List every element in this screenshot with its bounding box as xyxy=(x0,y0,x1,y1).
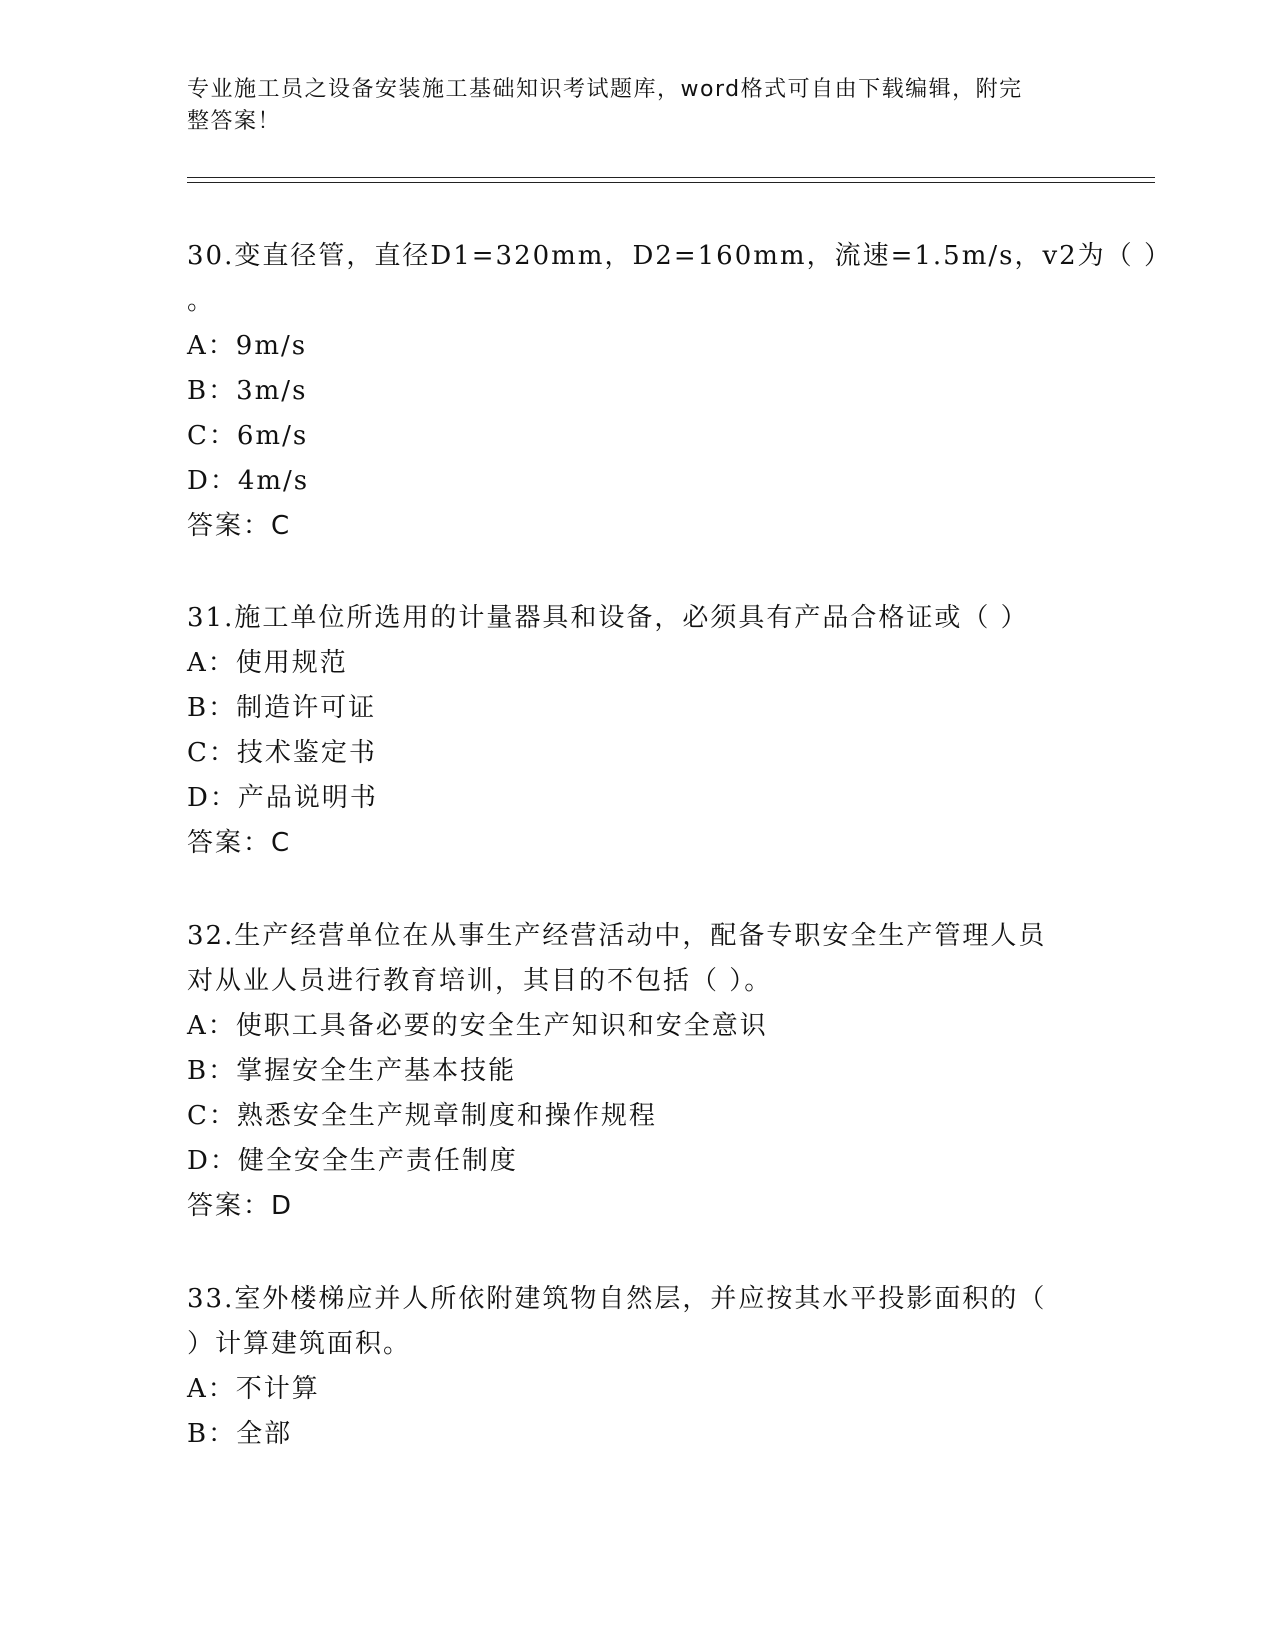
question-stem: 30.变直径管，直径D1=320mm，D2=160mm，流速=1.5m/s，v2为（ ） xyxy=(187,241,1172,271)
option-d: D：健全安全生产责任制度 xyxy=(187,1146,518,1176)
question-stem: 31.施工单位所选用的计量器具和设备，必须具有产品合格证或（ ） xyxy=(187,603,1029,633)
answer-label: 答案：C xyxy=(187,828,292,858)
option-c: C：熟悉安全生产规章制度和操作规程 xyxy=(187,1101,657,1131)
option-c: C：6m/s xyxy=(187,421,309,451)
question-stem-continued: ）计算建筑面积。 xyxy=(187,1329,412,1359)
option-c: C：技术鉴定书 xyxy=(187,738,377,768)
option-d: D：4m/s xyxy=(187,466,310,496)
option-b: B：全部 xyxy=(187,1419,293,1449)
question-stem: 33.室外楼梯应并人所依附建筑物自然层，并应按其水平投影面积的（ xyxy=(187,1284,1047,1314)
header-line-1: 专业施工员之设备安装施工基础知识考试题库，word格式可自由下载编辑，附完 xyxy=(187,77,1023,102)
question-31 xyxy=(187,596,1087,866)
question-32 xyxy=(187,914,1087,1229)
question-stem-continued: 。 xyxy=(187,286,216,316)
option-a: A：使用规范 xyxy=(187,648,348,678)
option-a: A：不计算 xyxy=(187,1374,320,1404)
option-b: B：制造许可证 xyxy=(187,693,377,723)
option-b: B：掌握安全生产基本技能 xyxy=(187,1056,517,1086)
question-stem-continued: 对从业人员进行教育培训，其目的不包括（ ）。 xyxy=(187,966,773,996)
option-a: A：9m/s xyxy=(187,331,308,361)
option-a: A：使职工具备必要的安全生产知识和安全意识 xyxy=(187,1011,768,1041)
option-b: B：3m/s xyxy=(187,376,308,406)
option-d: D：产品说明书 xyxy=(187,783,378,813)
header-divider-bottom xyxy=(187,182,1155,183)
question-30 xyxy=(187,234,1172,549)
question-33 xyxy=(187,1277,1087,1457)
header-line-2: 整答案！ xyxy=(187,109,282,134)
answer-label: 答案：D xyxy=(187,1191,294,1221)
question-stem: 32.生产经营单位在从事生产经营活动中，配备专职安全生产管理人员 xyxy=(187,921,1047,951)
document-header xyxy=(187,74,1067,138)
header-divider-top xyxy=(187,177,1155,178)
answer-label: 答案：C xyxy=(187,511,292,541)
